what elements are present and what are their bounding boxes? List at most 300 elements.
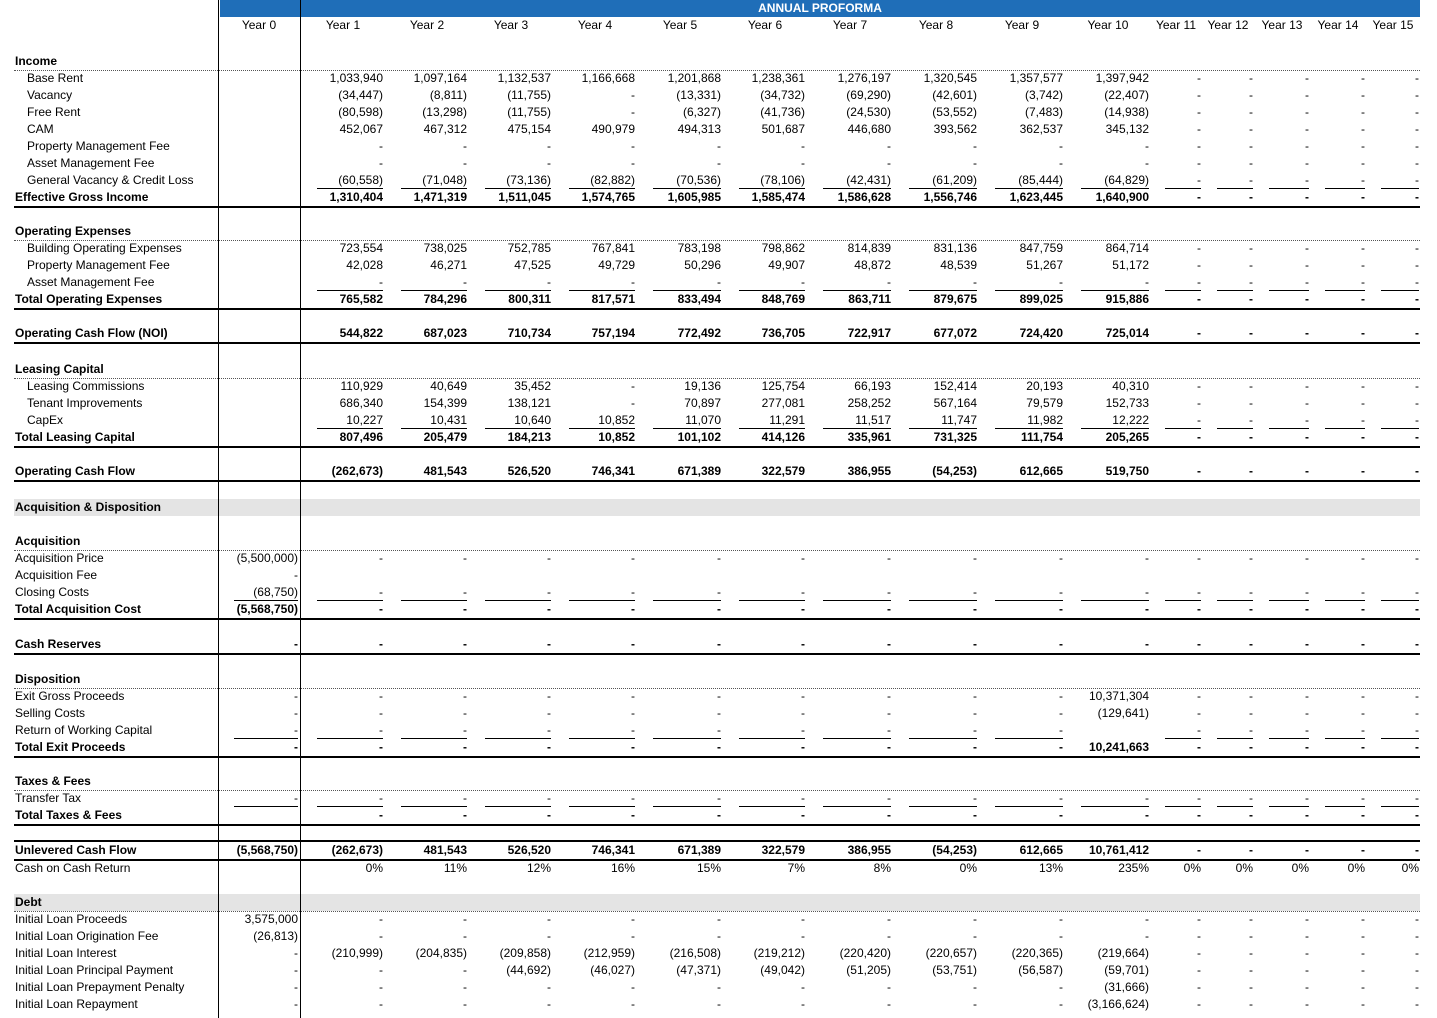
cell-year-2: -: [463, 602, 467, 616]
cell-year-3: (44,692): [506, 963, 551, 977]
cell-year-10: (3,166,624): [1087, 997, 1149, 1011]
row-label: Initial Loan Interest: [15, 946, 117, 960]
cell-year-15: 0%: [1401, 861, 1419, 875]
row-label: Total Leasing Capital: [15, 430, 135, 444]
cell-year-11: -: [1197, 551, 1201, 565]
row-label: Disposition: [15, 672, 81, 686]
cell-year-12: -: [1249, 71, 1253, 85]
cell-year-5: -: [717, 791, 721, 805]
cell-year-13: -: [1305, 963, 1309, 977]
cell-year-10: 1,640,900: [1095, 190, 1149, 204]
cell-year-8: 393,562: [933, 122, 977, 136]
cell-year-4: 10,852: [598, 413, 635, 427]
cell-year-3: -: [547, 706, 551, 720]
cell-year-6: -: [801, 602, 805, 616]
cell-year-13: -: [1305, 912, 1309, 926]
cell-year-4: 746,341: [591, 464, 635, 478]
cell-year-5: 783,198: [677, 241, 721, 255]
cell-year-3: -: [547, 637, 551, 651]
cell-year-14: -: [1361, 843, 1365, 857]
cell-year-6: 322,579: [761, 843, 805, 857]
cell-year-7: (24,530): [846, 105, 891, 119]
cell-year-15: -: [1415, 139, 1419, 153]
cell-year-2: 687,023: [423, 326, 467, 340]
cell-year-1: (262,673): [331, 464, 383, 478]
cell-year-10: -: [1145, 602, 1149, 616]
row-label: Transfer Tax: [15, 791, 82, 805]
row-label: Building Operating Expenses: [27, 241, 182, 255]
cell-year-0: -: [294, 963, 298, 977]
cell-year-1: -: [379, 723, 383, 737]
cell-year-9: (85,444): [1018, 173, 1063, 187]
cell-year-11: -: [1197, 413, 1201, 427]
cell-year-1: -: [379, 585, 383, 599]
cell-year-14: -: [1361, 551, 1365, 565]
cell-year-7: -: [887, 791, 891, 805]
row-label: Leasing Capital: [15, 362, 104, 376]
total-rule: [14, 446, 1420, 448]
row-label: Operating Cash Flow: [15, 464, 136, 478]
cell-year-4: (46,027): [590, 963, 635, 977]
section-band: [14, 894, 1420, 911]
cell-year-13: -: [1305, 551, 1309, 565]
cell-year-6: -: [801, 808, 805, 822]
cell-year-8: (61,209): [932, 173, 977, 187]
cell-year-7: -: [887, 139, 891, 153]
cell-year-14: -: [1361, 326, 1365, 340]
cell-year-5: -: [717, 997, 721, 1011]
cell-year-14: -: [1361, 122, 1365, 136]
row-label: CapEx: [27, 413, 64, 427]
cell-year-12: -: [1249, 706, 1253, 720]
cell-year-7: 66,193: [854, 379, 891, 393]
cell-year-15: -: [1415, 997, 1419, 1011]
cell-year-12: -: [1249, 275, 1253, 289]
row-label: Operating Cash Flow (NOI): [15, 326, 168, 340]
cell-year-11: -: [1197, 292, 1201, 306]
cell-year-15: -: [1415, 190, 1419, 204]
cell-year-4: 746,341: [591, 843, 635, 857]
cell-year-7: -: [887, 637, 891, 651]
cell-year-6: (78,106): [760, 173, 805, 187]
cell-year-9: -: [1059, 808, 1063, 822]
cell-year-14: -: [1361, 292, 1365, 306]
cell-year-12: -: [1249, 292, 1253, 306]
row-label: Total Acquisition Cost: [15, 602, 141, 616]
cell-year-13: -: [1305, 190, 1309, 204]
cell-year-10: -: [1145, 912, 1149, 926]
row-base-rent: [0, 70, 1437, 87]
cell-year-5: -: [717, 275, 721, 289]
cell-year-10: 864,714: [1105, 241, 1149, 255]
year-header-10: Year 10: [1087, 18, 1129, 32]
cell-year-7: (51,205): [846, 963, 891, 977]
cell-year-13: -: [1305, 173, 1309, 187]
cell-year-8: 831,136: [933, 241, 977, 255]
row-label: Operating Expenses: [15, 224, 132, 238]
cell-year-15: -: [1415, 413, 1419, 427]
cell-year-15: -: [1415, 843, 1419, 857]
cell-year-5: (6,327): [682, 105, 721, 119]
total-rule: [14, 206, 1420, 208]
cell-year-10: 40,310: [1112, 379, 1149, 393]
cell-year-2: 154,399: [423, 396, 467, 410]
cell-year-9: 612,665: [1019, 464, 1063, 478]
row-label: Acquisition & Disposition: [15, 500, 161, 514]
cell-year-5: 50,296: [684, 258, 721, 272]
row-building-operating-expenses: [0, 240, 1437, 257]
cell-year-14: -: [1361, 706, 1365, 720]
cell-year-13: -: [1305, 156, 1309, 170]
row-unlevered-cash-flow: [0, 842, 1437, 859]
cell-year-1: -: [379, 980, 383, 994]
year-header-9: Year 9: [1004, 18, 1040, 32]
cell-year-7: -: [887, 585, 891, 599]
cell-year-11: -: [1197, 808, 1201, 822]
cell-year-2: -: [463, 689, 467, 703]
cell-year-1: -: [379, 139, 383, 153]
cell-year-15: -: [1415, 706, 1419, 720]
row-selling-costs: [0, 705, 1437, 722]
cell-year-9: -: [1059, 689, 1063, 703]
cell-year-12: -: [1249, 929, 1253, 943]
cell-year-4: -: [631, 997, 635, 1011]
cell-year-9: -: [1059, 740, 1063, 754]
cell-year-10: 519,750: [1105, 464, 1149, 478]
cell-year-15: -: [1415, 275, 1419, 289]
cell-year-9: 899,025: [1019, 292, 1063, 306]
cell-year-11: -: [1197, 105, 1201, 119]
cell-year-15: -: [1415, 122, 1419, 136]
cell-year-4: -: [631, 723, 635, 737]
cell-year-8: -: [973, 997, 977, 1011]
cell-year-4: 490,979: [591, 122, 635, 136]
cell-year-5: 671,389: [677, 464, 721, 478]
cell-year-0: (26,813): [253, 929, 298, 943]
cell-year-12: -: [1249, 105, 1253, 119]
cell-year-7: 386,955: [847, 464, 891, 478]
cell-year-2: 784,296: [423, 292, 467, 306]
row-debt: [0, 894, 1437, 911]
cell-year-3: (73,136): [506, 173, 551, 187]
cell-year-5: -: [717, 602, 721, 616]
row-asset-management-fee: [0, 155, 1437, 172]
cell-year-4: -: [631, 105, 635, 119]
cell-year-3: 12%: [526, 861, 551, 875]
cell-year-15: -: [1415, 689, 1419, 703]
cell-year-7: (220,420): [839, 946, 891, 960]
year-header-3: Year 3: [493, 18, 529, 32]
cell-year-6: 11,291: [769, 413, 805, 427]
cell-year-14: 0%: [1347, 861, 1365, 875]
row-closing-costs: [0, 584, 1437, 601]
cell-year-9: -: [1059, 275, 1063, 289]
cell-year-9: 51,267: [1026, 258, 1063, 272]
cell-year-1: -: [379, 740, 383, 754]
cell-year-9: -: [1059, 912, 1063, 926]
cell-year-11: -: [1197, 88, 1201, 102]
cell-year-4: 817,571: [591, 292, 635, 306]
cell-year-2: -: [463, 551, 467, 565]
cell-year-9: 79,579: [1026, 396, 1063, 410]
total-rule: [14, 824, 1420, 826]
cell-year-15: -: [1415, 173, 1419, 187]
cell-year-8: -: [973, 980, 977, 994]
cell-year-9: 20,193: [1026, 379, 1063, 393]
cell-year-6: -: [801, 156, 805, 170]
cell-year-7: 814,839: [847, 241, 891, 255]
cell-year-15: -: [1415, 71, 1419, 85]
cell-year-2: (13,298): [422, 105, 467, 119]
cell-year-12: -: [1249, 963, 1253, 977]
cell-year-4: 767,841: [591, 241, 635, 255]
cell-year-1: (262,673): [331, 843, 383, 857]
cell-year-7: 446,680: [847, 122, 891, 136]
cell-year-0: -: [294, 706, 298, 720]
cell-year-8: -: [973, 551, 977, 565]
cell-year-2: -: [463, 929, 467, 943]
cell-year-14: -: [1361, 602, 1365, 616]
cell-year-5: 1,201,868: [667, 71, 721, 85]
row-acquisition: [0, 533, 1437, 550]
cell-year-11: -: [1197, 602, 1201, 616]
cell-year-12: -: [1249, 88, 1253, 102]
cell-year-11: -: [1197, 585, 1201, 599]
cell-year-13: -: [1305, 980, 1309, 994]
cell-year-15: -: [1415, 326, 1419, 340]
cell-year-10: 345,132: [1105, 122, 1149, 136]
cell-year-12: -: [1249, 379, 1253, 393]
cell-year-6: -: [801, 551, 805, 565]
cell-year-3: 526,520: [507, 464, 551, 478]
cell-year-1: 1,033,940: [329, 71, 383, 85]
cell-year-6: -: [801, 912, 805, 926]
cell-year-1: 723,554: [339, 241, 383, 255]
cell-year-15: -: [1415, 637, 1419, 651]
cell-year-5: -: [717, 551, 721, 565]
row-initial-loan-principal-payment: [0, 962, 1437, 979]
cell-year-10: 235%: [1118, 861, 1149, 875]
cell-year-13: -: [1305, 843, 1309, 857]
cell-year-2: 10,431: [430, 413, 467, 427]
cell-year-10: -: [1145, 808, 1149, 822]
cell-year-14: -: [1361, 190, 1365, 204]
cell-year-12: -: [1249, 173, 1253, 187]
cell-year-9: 362,537: [1019, 122, 1063, 136]
year-header-5: Year 5: [662, 18, 698, 32]
cell-year-14: -: [1361, 430, 1365, 444]
cell-year-4: -: [631, 88, 635, 102]
cell-year-2: -: [463, 912, 467, 926]
cell-year-9: -: [1059, 706, 1063, 720]
cell-year-15: -: [1415, 551, 1419, 565]
cell-year-15: -: [1415, 156, 1419, 170]
cell-year-3: -: [547, 275, 551, 289]
cell-year-14: -: [1361, 413, 1365, 427]
cell-year-6: 1,238,361: [751, 71, 805, 85]
cell-year-8: -: [973, 637, 977, 651]
cell-year-7: 1,586,628: [837, 190, 891, 204]
cell-year-12: -: [1249, 551, 1253, 565]
cell-year-5: -: [717, 585, 721, 599]
total-rule: [14, 480, 1420, 482]
cell-year-1: 1,310,404: [329, 190, 383, 204]
cell-year-11: -: [1197, 791, 1201, 805]
cell-year-14: -: [1361, 241, 1365, 255]
cell-year-6: -: [801, 585, 805, 599]
row-label: Acquisition Fee: [15, 568, 98, 582]
cell-year-10: (129,641): [1097, 706, 1149, 720]
cell-year-7: -: [887, 723, 891, 737]
cell-year-10: -: [1145, 791, 1149, 805]
cell-year-14: -: [1361, 258, 1365, 272]
row-label: Exit Gross Proceeds: [15, 689, 125, 703]
cell-year-5: -: [717, 723, 721, 737]
cell-year-10: -: [1145, 139, 1149, 153]
row-label: Property Management Fee: [27, 139, 170, 153]
row-tenant-improvements: [0, 395, 1437, 412]
cell-year-2: -: [463, 706, 467, 720]
cell-year-14: -: [1361, 997, 1365, 1011]
cell-year-12: 0%: [1235, 861, 1253, 875]
cell-year-9: 1,623,445: [1009, 190, 1063, 204]
cell-year-5: 833,494: [677, 292, 721, 306]
cell-year-8: (42,601): [932, 88, 977, 102]
cell-year-11: -: [1197, 963, 1201, 977]
cell-year-6: -: [801, 740, 805, 754]
row-vacancy: [0, 87, 1437, 104]
cell-year-3: -: [547, 997, 551, 1011]
cell-year-6: 125,754: [761, 379, 805, 393]
year-header-15: Year 15: [1372, 18, 1414, 32]
section-band: [14, 499, 1420, 516]
row-transfer-tax: [0, 790, 1437, 807]
cell-year-2: 481,543: [423, 464, 467, 478]
cell-year-7: -: [887, 912, 891, 926]
cell-year-9: (220,365): [1011, 946, 1063, 960]
cell-year-3: 800,311: [508, 292, 551, 306]
cell-year-4: -: [631, 689, 635, 703]
row-total-acquisition-cost: [0, 601, 1437, 618]
cell-year-1: -: [379, 912, 383, 926]
cell-year-8: (220,657): [925, 946, 977, 960]
cell-year-2: -: [463, 963, 467, 977]
cell-year-5: 494,313: [677, 122, 721, 136]
cell-year-8: -: [973, 912, 977, 926]
row-initial-loan-proceeds: [0, 911, 1437, 928]
cell-year-10: 915,886: [1105, 292, 1149, 306]
total-rule: [14, 618, 1420, 620]
total-rule: [14, 653, 1420, 655]
cell-year-10: 152,733: [1105, 396, 1149, 410]
cell-year-2: 481,543: [423, 843, 467, 857]
cell-year-7: 11,517: [855, 413, 891, 427]
row-operating-cash-flow-noi: [0, 325, 1437, 342]
cell-year-1: 110,929: [340, 379, 383, 393]
cell-year-3: 1,511,045: [498, 190, 551, 204]
row-label: General Vacancy & Credit Loss: [27, 173, 194, 187]
row-acquisition-fee: [0, 567, 1437, 584]
row-label: Initial Loan Origination Fee: [15, 929, 159, 943]
cell-year-12: -: [1249, 689, 1253, 703]
cell-year-9: 612,665: [1019, 843, 1063, 857]
cell-year-0: (68,750): [253, 585, 298, 599]
cell-year-1: -: [379, 275, 383, 289]
cell-year-12: -: [1249, 585, 1253, 599]
cell-year-10: (64,829): [1104, 173, 1149, 187]
cell-year-11: -: [1197, 326, 1201, 340]
cell-year-12: -: [1249, 980, 1253, 994]
cell-year-2: -: [463, 275, 467, 289]
cell-year-6: 322,579: [761, 464, 805, 478]
row-label: Debt: [15, 895, 42, 909]
cell-year-6: 49,907: [768, 258, 805, 272]
cell-year-11: -: [1197, 275, 1201, 289]
cell-year-14: -: [1361, 723, 1365, 737]
cell-year-13: -: [1305, 292, 1309, 306]
cell-year-7: -: [887, 980, 891, 994]
cell-year-4: (82,882): [590, 173, 635, 187]
cell-year-5: -: [717, 689, 721, 703]
cell-year-3: 710,734: [507, 326, 551, 340]
cell-year-3: -: [547, 585, 551, 599]
cell-year-5: (47,371): [676, 963, 721, 977]
cell-year-6: -: [801, 637, 805, 651]
cell-year-12: -: [1249, 413, 1253, 427]
cell-year-0: (5,500,000): [236, 551, 298, 565]
cell-year-7: -: [887, 929, 891, 943]
cell-year-10: -: [1145, 551, 1149, 565]
cell-year-5: -: [717, 706, 721, 720]
row-label: Acquisition Price: [15, 551, 104, 565]
year-header-13: Year 13: [1261, 18, 1303, 32]
cell-year-13: -: [1305, 637, 1309, 651]
year-header-8: Year 8: [918, 18, 954, 32]
cell-year-4: -: [631, 275, 635, 289]
cell-year-1: 544,822: [339, 326, 383, 340]
total-rule: [14, 342, 1420, 344]
cell-year-11: -: [1197, 740, 1201, 754]
cell-year-6: -: [801, 689, 805, 703]
cell-year-7: -: [887, 997, 891, 1011]
cell-year-11: -: [1197, 843, 1201, 857]
cell-year-15: -: [1415, 241, 1419, 255]
cell-year-2: (204,835): [415, 946, 467, 960]
row-disposition: [0, 671, 1437, 688]
row-label: Asset Management Fee: [27, 275, 155, 289]
cell-year-9: -: [1059, 139, 1063, 153]
cell-year-14: -: [1361, 637, 1365, 651]
row-label: Selling Costs: [15, 706, 86, 720]
cell-year-7: 8%: [873, 861, 891, 875]
cell-year-5: -: [717, 929, 721, 943]
cell-year-9: 1,357,577: [1009, 71, 1063, 85]
cell-year-10: -: [1145, 637, 1149, 651]
cell-year-2: -: [463, 723, 467, 737]
cell-year-8: -: [973, 585, 977, 599]
cell-year-11: -: [1197, 464, 1201, 478]
cell-year-7: -: [887, 551, 891, 565]
cell-year-4: -: [631, 139, 635, 153]
cell-year-0: (5,568,750): [236, 602, 298, 616]
cell-year-11: -: [1197, 912, 1201, 926]
cell-year-3: -: [547, 602, 551, 616]
cell-year-0: -: [294, 689, 298, 703]
cell-year-11: -: [1197, 980, 1201, 994]
row-label: Base Rent: [27, 71, 84, 85]
row-label: Income: [15, 54, 58, 68]
cell-year-13: -: [1305, 241, 1309, 255]
